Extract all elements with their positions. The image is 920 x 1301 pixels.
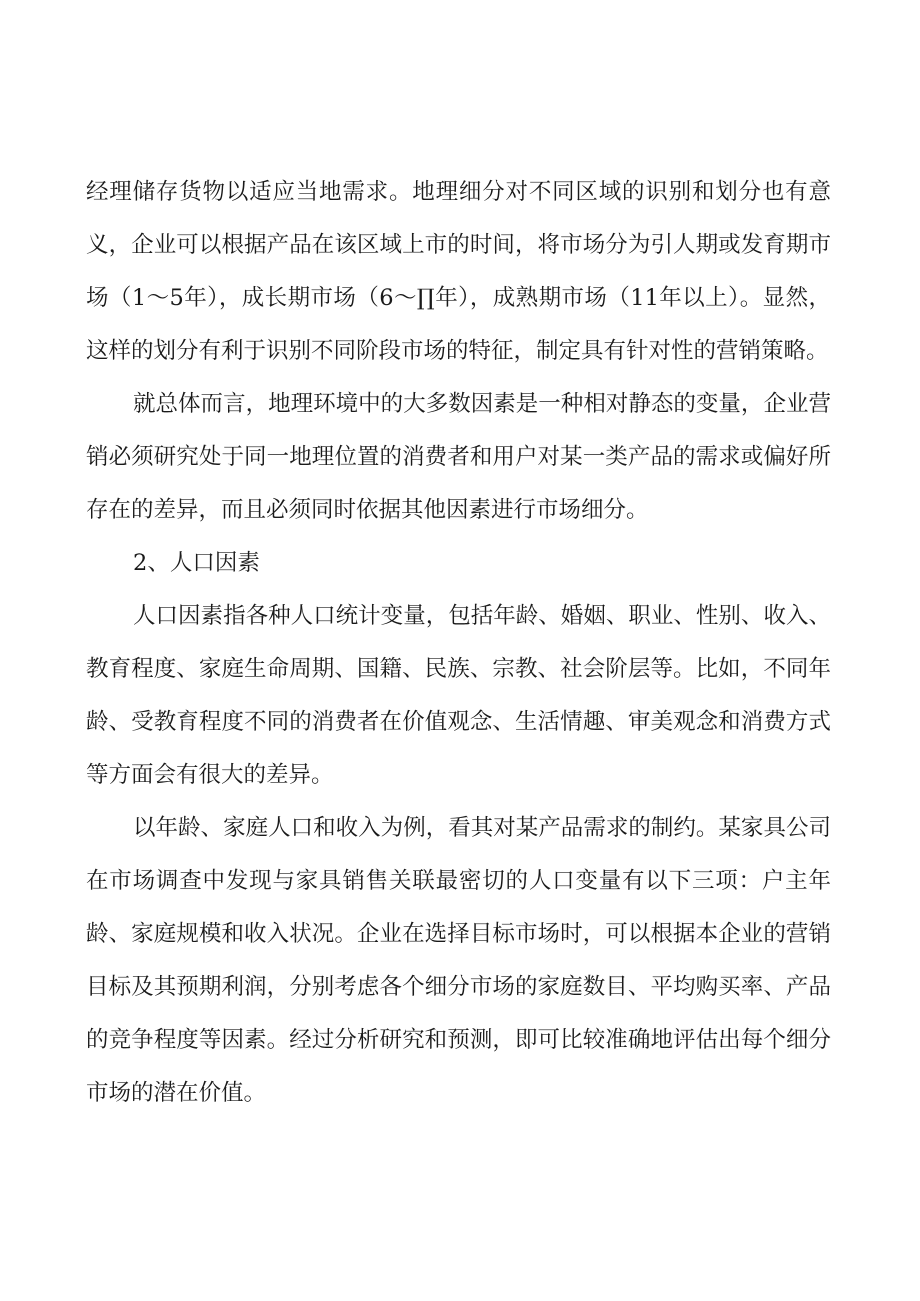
paragraph-geographic-summary: 就总体而言，地理环境中的大多数因素是一种相对静态的变量，企业营销必须研究处于同一地理位置的消费者和用户对某一类产品的需求或偏好所存在的差异，而且必须同时依据其他因素进行市场细分。: [86, 391, 831, 523]
section-heading-population-factors: 2、人口因素: [133, 550, 260, 576]
paragraph-geographic-continuation: 经理储存货物以适应当地需求。地理细分对不同区域的识别和划分也有意义，企业可以根据产品在该区域上市的时间，将市场分为引人期或发育期市场（1～5年），成长期市场（6～∏年），成熟期市场（11年以上）。显然，这样的划分有利于识别不同阶段市场的特征，制定具有针对性的营销策略。: [86, 179, 831, 364]
document-body: [86, 166, 831, 1120]
paragraph-furniture-example: 以年龄、家庭人口和收入为例，看其对某产品需求的制约。某家具公司在市场调查中发现与家具销售关联最密切的人口变量有以下三项：户主年龄、家庭规模和收入状况。企业在选择目标市场时，可以根据本企业的营销目标及其预期利润，分别考虑各个细分市场的家庭数目、平均购买率、产品的竞争程度等因素。经过分析研究和预测，即可比较准确地评估出每个细分市场的潜在价值。: [86, 815, 831, 1106]
paragraph-population-variables: 人口因素指各种人口统计变量，包括年龄、婚姻、职业、性别、收入、教育程度、家庭生命周期、国籍、民族、宗教、社会阶层等。比如，不同年龄、受教育程度不同的消费者在价值观念、生活情趣、审美观念和消费方式等方面会有很大的差异。: [86, 603, 831, 788]
